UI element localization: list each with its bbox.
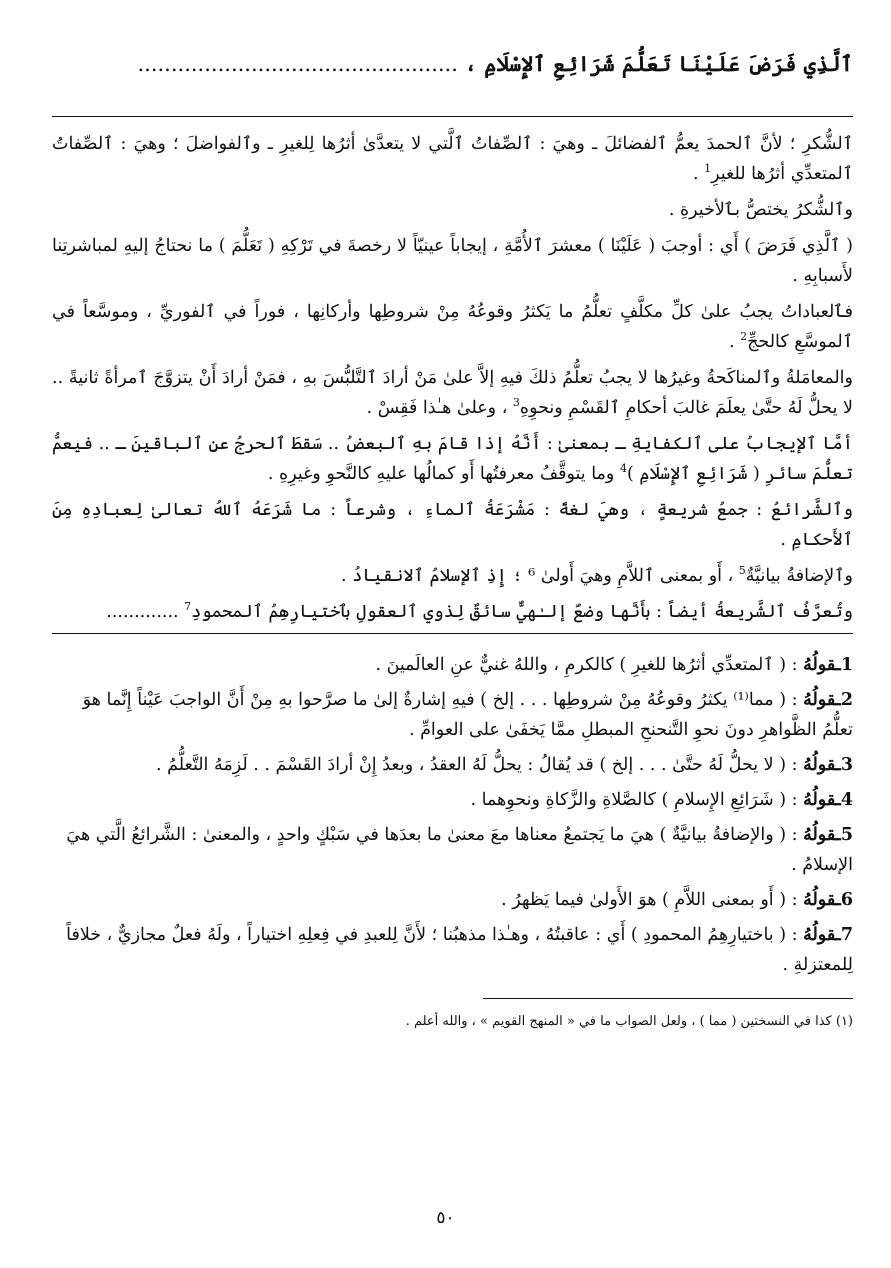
footnote-ref: 2 — [740, 330, 748, 344]
note-item: 3ـقولُهُ : ( لا يحلُّ لَهُ حتَّىٰ . . . إلخ ) قد يُقالُ : يحلُّ لَهُ العقدُ ، وبعدُ إِنْ أرادَ القَسْمَ . . لَزِمَهُ التَّعلُّمُ . — [155, 755, 853, 775]
commentary-paragraph: وٱلشُّكرُ يختصُّ بٱلأخيرةِ . — [668, 200, 853, 220]
note-item: 5ـقولُهُ : ( والإضافةُ بيانيَّةٌ ) هيَ ما يَجتمعُ معناها معَ معنىٰ ما بعدَها في سَبْكٍ واحدٍ ، والمعنىٰ : الشَّرائعُ الَّتي هيَ الإسلامُ . — [66, 825, 853, 875]
commentary-paragraph: وٱلشَّرائعُ : جمعُ شريعةٍ ، وهيَ لغةً : مَشْرَعَةُ ٱلماءِ ، وشرعاً : ما شَرَعَهُ ٱللهُ تعالىٰ لِعبادِهِ مِنَ ٱلأَحكامِ . — [52, 500, 853, 550]
commentary-paragraph: ( ٱلَّذِي فَرَضَ ) أَي : أوجبَ ( عَلَيْنَا ) معشرَ ٱلأُمَّةِ ، إيجاباً عينيّاً لا رخصةَ في تَرْكِهِ ( تَعَلُّمَ ) ما نحتاجُ إليهِ لمباشرتِنا لأَسبابِهِ . — [52, 236, 853, 286]
matn-header — [52, 44, 853, 88]
note-item: 4ـقولُهُ : ( شَرَائِعِ الإِسلامِ ) كالصَّلاةِ والزَّكاةِ ونحوِهما . — [470, 790, 853, 810]
footnote-ref: 3 — [512, 396, 520, 410]
notes-divider — [52, 633, 853, 634]
commentary-paragraph: وٱلإضافةُ بيانيَّةٌ$^5$ ، أَو بمعنى ٱللاَّمِ وهيَ أَولىٰ ⁶ ؛ إِذِ ٱلإسلامُ ٱلانقيادُ . — [341, 564, 853, 586]
notes-section — [52, 650, 853, 980]
commentary-body — [52, 129, 853, 627]
header-divider — [52, 116, 853, 117]
commentary-paragraph: والمعامَلةُ وٱلمناكَحةُ وغيرُها لا يجبُ تعلُّمُ ذلكَ فيهِ إلاَّ علىٰ مَنْ أرادَ ٱلتَّلبُّسَ بهِ ، فمَنْ أرادَ أَنْ يتزوَّجَ ٱمرأةً ثانيةً .. لا يحلُّ لَهُ حتَّىٰ يعلَمَ غالبَ أحكامِ ٱلقَسْمِ ونحوِهِ$^3$ ، وعلىٰ هـٰذا فَقِسْ . — [52, 368, 853, 418]
leader-dots: ................................................ — [137, 52, 458, 76]
subnote: (١) كذا في النسختين ( مما ) ، ولعل الصواب ما في « المنهج القويم » ، والله أعلم . — [405, 1014, 853, 1029]
note-item: 2ـقولُهُ : ( مما⁽¹⁾ يكثرُ وقوعُهُ مِنْ شروطِها . . . إلخ ) فيهِ إشارةٌ إلىٰ ما صرَّحوا بهِ مِنْ أَنَّ الواجبَ عَيْناً إِنَّما هوَ تعلُّمُ الظَّواهرِ دونَ نحوِ التَّنحنحِ المبطلِ ممَّا يَخفَىٰ على العوامِّ . — [82, 690, 853, 740]
commentary-paragraph: وتُعرَّفُ ٱلشَّريعةُ أيضاً : بأَنَّها وضعٌ إلـٰهيٌّ سائقٌ لِذوي ٱلعقولِ بٱختيارِهِمُ ٱلمحمودِ$^7$ ............. — [106, 600, 853, 622]
footnote-ref: 1 — [704, 162, 712, 176]
subnote-divider — [483, 998, 853, 999]
page-number: ٥٠ — [436, 1208, 455, 1228]
footnote-ref: 5 — [738, 564, 746, 578]
commentary-paragraph: فٱلعباداتُ يجبُ علىٰ كلِّ مكلَّفٍ تعلُّمُ ما يَكثرُ وقوعُهُ مِنْ شروطِها وأركانِها ، فوراً في ٱلفوريِّ ، وموسَّعاً في ٱلموسَّعِ كالحجِّ$^2$ . — [52, 302, 853, 352]
note-item: 7ـقولُهُ : ( باختيارِهِمُ المحمودِ ) أَي : عاقبتُهُ ، وهـٰذا مذهبُنا ؛ لأَنَّ لِلعبدِ في فِعلِهِ اختياراً ، ولَهُ فعلٌ مجازيٌّ ، خلافاً لِلمعتزلةِ . — [66, 925, 853, 975]
footnote-ref: 7 — [184, 600, 192, 614]
matn-text: ٱلَّذِي فَرَضَ عَلَيْنَا تَعَلُّمَ شَرَائِعِ ٱلإِسْلَامِ ، — [464, 51, 853, 76]
footnote-ref: 4 — [619, 462, 627, 476]
note-item: 1ـقولُهُ : ( ٱلمتعدِّي أثرُها للغيرِ ) كالكرمِ ، واللهُ غنيٌّ عنِ العالَمينَ . — [375, 655, 853, 675]
note-item: 6ـقولُهُ : ( أَو بمعنى اللاَّمِ ) هوَ الأَولىٰ فيما يَظهرُ . — [501, 890, 853, 910]
commentary-paragraph: أمَّا ٱلإيجابُ على ٱلكفايةِ ـ بمعنىٰ : أَنَّهُ إذا قامَ بهِ ٱلبعضُ .. سَقطَ ٱلحرجُ عنِ ٱلباقينَ ـ .. فيعمُّ تعلُّمَ سائرِ ( شَرَائِعِ ٱلإِسْلَامِ )$^4$ وما يتوقَّفُ معرفتُها أَو كمالُها عليهِ كالنَّحوِ وغيرِهِ . — [52, 434, 853, 484]
commentary-paragraph: ٱلشُّكرِ ؛ لأنَّ ٱلحمدَ يعمُّ ٱلفضائلَ ـ وهيَ : ٱلصِّفاتُ ٱلَّتي لا يتعدَّىٰ أثرُها لِلغيرِ ـ وٱلفواضلَ ؛ وهيَ : ٱلصِّفاتُ ٱلمتعدِّي أثرُها للغيرِ$^1$ . — [52, 134, 853, 184]
